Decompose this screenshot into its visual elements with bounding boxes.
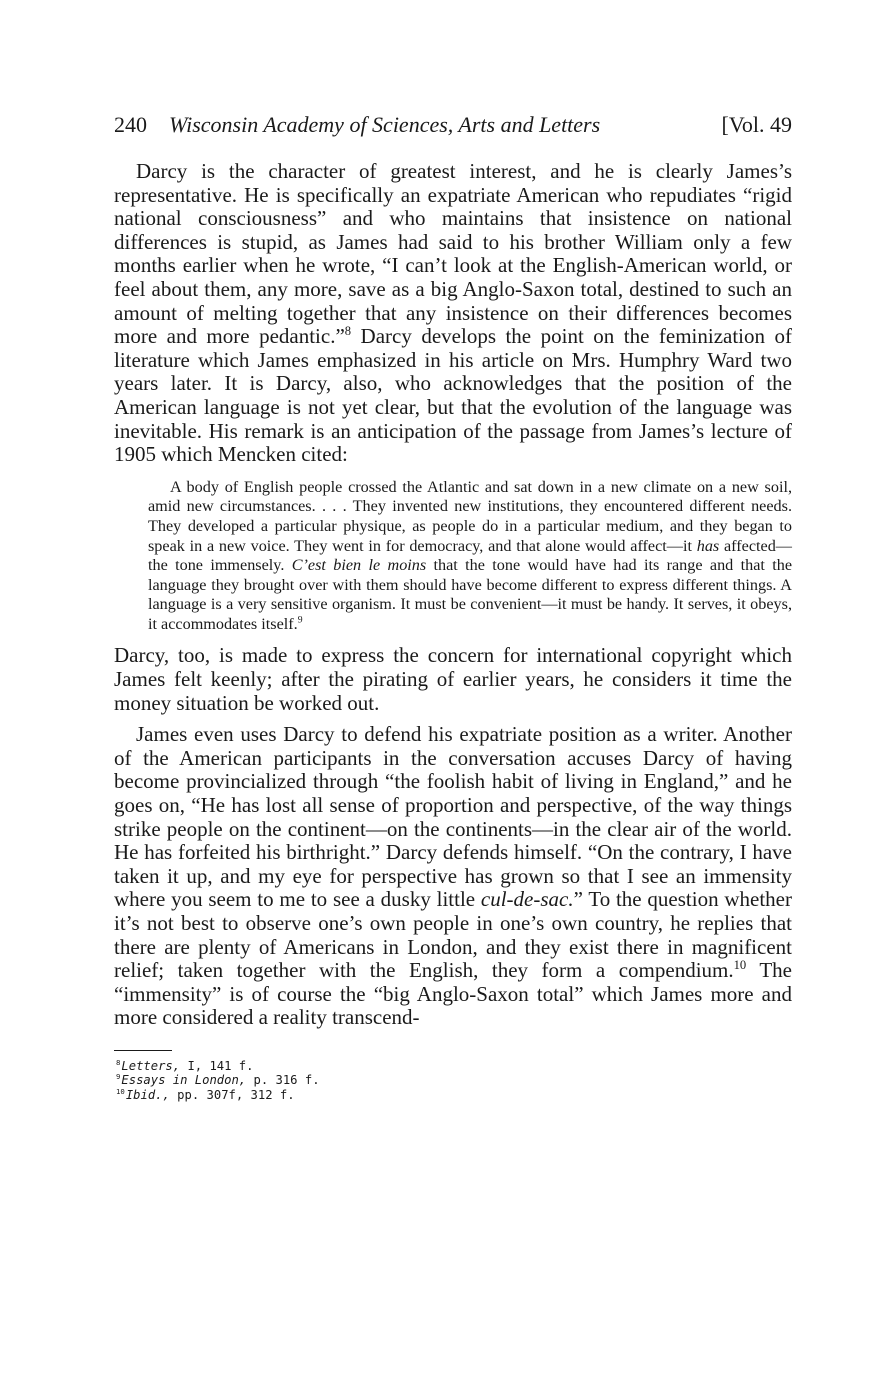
footnote-8 [116, 1059, 792, 1074]
quote-text-a: A body of English people crossed the Atlantic and sat down in a new climate on a new soil, amid new circumstances. . . . They invented new institutions, they encountered different needs. They developed a particular physique, as people do in a particular medium, and they began to speak in a new voice. They went in for democracy, and that alone would affect—it [148, 477, 792, 555]
footnote-10 [116, 1088, 792, 1103]
footnote-9-ref: p. 316 f. [246, 1073, 320, 1088]
footnote-rule [114, 1050, 172, 1051]
paragraph-3 [114, 723, 792, 1030]
paragraph-3-text-c: The “immensity” is of course the “big Anglo-Saxon total” which James more and more considered a reality transcend- [114, 958, 792, 1030]
running-head [114, 110, 792, 140]
footnote-8-ref: I, 141 f. [180, 1058, 254, 1073]
paragraph-1-text-a: Darcy is the character of greatest interest, and he is clearly James’s representative. He is specifically an expatriate American who repudiates “rigid national consciousness” and who maintains that insistence on national differences is stupid, as James had said to his brother William only a few months earlier when he wrote, “I can’t look at the English-American world, or feel about them, any more, save as a big Anglo-Saxon total, destined to such an amount of melting together that any insistence on their differences becomes more and more pedantic.” [114, 159, 792, 349]
footnote-10-mark: 10 [116, 1086, 125, 1096]
paragraph-2: Darcy, too, is made to express the concern for international copyright which James felt keenly; after the pirating of earlier years, he considers it time the money situation be worked out. [114, 643, 792, 715]
footnote-ref-9[interactable]: 9 [297, 614, 303, 626]
footnote-ref-10[interactable]: 10 [733, 958, 747, 973]
volume-label: [Vol. 49 [721, 112, 792, 137]
block-quote [148, 478, 792, 635]
journal-title: Wisconsin Academy of Sciences, Arts and Letters [169, 112, 601, 137]
paragraph-3-text-b: ” To the question whether it’s not best to observe one’s own people in one’s own country, he replies that there are plenty of Americans in London, and they exist there in magnificent relief; taken together with the English, they form a compendium. [114, 887, 792, 983]
paragraph-1 [114, 160, 792, 467]
footnote-9-title: Essays in London, [121, 1073, 247, 1088]
paragraph-3-text-a: James even uses Darcy to defend his expatriate position as a writer. Another of the American participants in the conversation accuses Darcy of having become provincialized through “the foolish habit of living in England,” and he goes on, “He has lost all sense of proportion and perspective, of the way things strike people on the continent—on the continents—in the clear air of the world. He has forfeited his birthright.” Darcy defends himself. “On the contrary, I have taken it up, and my eye for perspective has grown so that I see an immensity where you seem to me to see a dusky little [114, 722, 792, 912]
footnote-8-title: Letters, [121, 1058, 181, 1073]
footnote-10-ref: pp. 307f, 312 f. [169, 1087, 295, 1102]
page [114, 110, 792, 1102]
footnote-9 [116, 1073, 792, 1088]
footnote-10-title: Ibid., [125, 1087, 170, 1102]
quote-italic-has: has [696, 536, 720, 555]
quote-text-b: affected—the tone immensely. [148, 536, 792, 575]
paragraph-1-text-b: Darcy develops the point on the feminization of literature which James emphasized in his article on Mrs. Humphry Ward two years later. It is Darcy, also, who acknowledges that the position of the American language is not yet clear, but that the evolution of the language was inevitable. His remark is an anticipation of the passage from James’s lecture of 1905 which Mencken cited: [114, 324, 792, 467]
quote-text-c: that the tone would have had its range and that the language they brought over with them should have become different to express different things. A language is a very sensitive organism. It must be convenient—it must be handy. It serves, it obeys, it accommodates itself. [148, 556, 792, 633]
footnote-8-mark: 8 [116, 1057, 121, 1067]
page-number: 240 [114, 112, 147, 137]
footnote-ref-8[interactable]: 8 [344, 324, 352, 339]
footnote-9-mark: 9 [116, 1072, 121, 1082]
quote-italic-french: C’est bien le moins [291, 556, 427, 575]
paragraph-3-italic: cul-de-sac. [480, 887, 574, 912]
